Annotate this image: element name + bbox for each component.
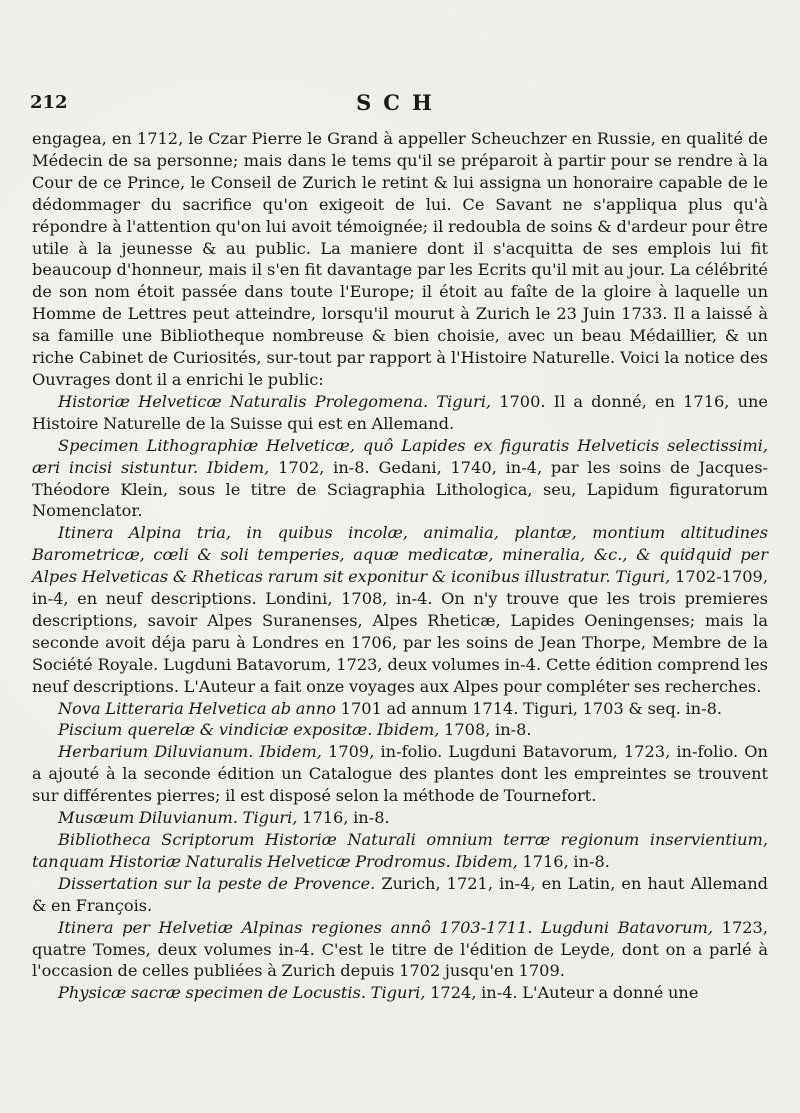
entry-details: 1716, in-8. [297,808,390,828]
entry-title: Physicæ sacræ specimen de Locustis. Tiguri, [58,983,426,1003]
entry-details: 1708, in-8. [439,720,532,740]
entry-details: 1702, in-8. Gedani, 1740, in-4, par les soins de Jacques-Théodore Klein, sous le titre de Sciagraphia Lithologica, seu, Lapidum figuratorum Nomenclator. [32,457,769,521]
running-head: SCH [356,90,444,115]
entry-details: 1701 ad annum 1714. Tiguri, 1703 & seq. in-8. [336,698,723,718]
entry-title: Musæum Diluvianum. Tiguri, [58,808,298,828]
bibliography-entry [32,741,768,807]
bibliography-entry [32,807,768,829]
entry-details: 1723, quatre Tomes, deux volumes in-4. C'est le titre de l'édition de Leyde, dont on a parlé à l'occasion de celles publiées à Zurich depuis 1702 jusqu'en 1709. [32,917,768,981]
entry-details: Zurich, 1721, in-4, en Latin, en haut Allemand & en François. [32,873,768,915]
bibliography-entry [32,917,768,983]
entry-title: Nova Litteraria Helvetica ab anno [58,698,337,718]
bibliography-entry [32,435,768,523]
entry-details: 1700. Il a donné, en 1716, une Histoire Naturelle de la Suisse qui est en Allemand. [32,391,769,433]
bibliography-entry [32,698,768,720]
entry-details: 1702-1709, in-4, en neuf descriptions. Londini, 1708, in-4. On n'y trouve que les trois premieres descriptions, savoir Alpes Suranenses, Alpes Rheticæ, Lapides Oeningenses; mais la seconde avoit déja paru à Londres en 1706, par les soins de Jean Thorpe, Membre de la Société Royale. Lugduni Batavorum, 1723, deux volumes in-4. Cette édition comprend les neuf descriptions. L'Auteur a fait onze voyages aux Alpes pour compléter ses recherches. [32,567,768,696]
entry-title: Bibliotheca Scriptorum Historiæ Naturali omnium terræ regionum inservientium, tanquam Historiæ Naturalis Helveticæ Prodromus. Ibidem, [32,830,768,871]
entry-title: Specimen Lithographiæ Helveticæ, quô Lapides ex figuratis Helveticis selectissimi, æri incisi sistuntur. Ibidem, [32,435,768,477]
entry-details: 1716, in-8. [517,851,610,871]
page-number: 212 [30,92,68,113]
entry-title: Dissertation sur la peste de Provence. [58,873,376,893]
intro-paragraph: engagea, en 1712, le Czar Pierre le Grand à appeller Scheuchzer en Russie, en qualité de Médecin de sa personne; mais dans le tems qu'il se préparoit à partir pour se rendre à la Cour de ce Prince, le Conseil de Zurich le retint & lui assigna un honoraire capable de le dédommager du sacrifice qu'on exigeoit de lui. Ce Savant ne s'appliqua plus qu'à répondre à l'attention qu'on lui avoit témoignée; il redoubla de soins & d'ardeur pour être utile à la jeunesse & au public. La maniere dont il s'acquitta de ses emplois lui fit beaucoup d'honneur, mais il s'en fit davantage par les Ecrits qu'il mit au jour. La célébrité de son nom étoit passée dans toute l'Europe; il étoit au faîte de la gloire à laquelle un Homme de Lettres peut atteindre, lorsqu'il mourut à Zurich le 23 Juin 1733. Il a laissé à sa famille une Bibliotheque nombreuse & bien choisie, avec un beau Médaillier, & un riche Cabinet de Curiosités, sur-tout par rapport à l'Histoire Naturelle. Voici la notice des Ouvrages dont il a enrichi le public: [32,129,768,389]
bibliography-entry [32,391,768,435]
page-body [32,128,768,1004]
entry-title: Itinera Alpina tria, in quibus incolæ, animalia, plantæ, montium altitudines Barometricæ, cœli & soli temperies, aquæ medicatæ, mineralia, &c., & quidquid per Alpes Helveticas & Rheticas rarum sit exponitur & iconibus illustratur. Tiguri, [32,523,768,587]
entry-title: Herbarium Diluvianum. Ibidem, [58,742,322,762]
bibliography-entry [32,719,768,741]
entry-title: Piscium querelæ & vindiciæ expositæ. Ibidem, [58,720,440,740]
entry-title: Historiæ Helveticæ Naturalis Prolegomena. Tiguri, [58,391,492,411]
entry-details: 1709, in-folio. Lugduni Batavorum, 1723, in-folio. On a ajouté à la seconde édition un Catalogue des plantes dont les empreintes se trouvent sur différentes pierres; il est disposé selon la méthode de Tournefort. [32,742,768,806]
bibliography-entry [32,873,768,917]
bibliography-entry [32,522,768,697]
bibliography-entry [32,829,768,873]
entry-details: 1724, in-4. L'Auteur a donné une [425,983,699,1003]
page-header [30,92,770,118]
bibliography-entry [32,982,768,1004]
entry-title: Itinera per Helvetiæ Alpinas regiones annô 1703-1711. Lugduni Batavorum, [58,917,713,937]
